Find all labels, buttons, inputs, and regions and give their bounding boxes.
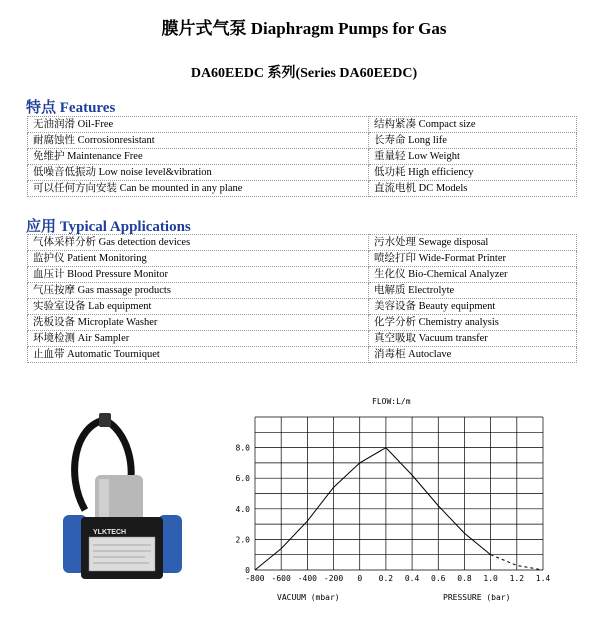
- table-cell: 重量轻 Low Weight: [369, 149, 577, 165]
- y-tick-label: 8.0: [235, 443, 250, 453]
- tube-connector: [99, 413, 111, 427]
- chart-xlabel-left: VACUUM (mbar): [277, 593, 340, 602]
- x-tick-label: 0.6: [431, 574, 446, 583]
- table-row: [28, 251, 577, 267]
- table-cell: 低噪音低振动 Low noise level&vibration: [28, 165, 369, 181]
- table-cell: 止血带 Automatic Tourniquet: [28, 347, 369, 363]
- table-row: [28, 165, 577, 181]
- table-cell: 可以任何方向安装 Can be mounted in any plane: [28, 181, 369, 197]
- table-row: [28, 315, 577, 331]
- x-tick-label: 0.2: [378, 574, 394, 583]
- table-cell: 电解质 Electrolyte: [369, 283, 577, 299]
- table-cell: 污水处理 Sewage disposal: [369, 235, 577, 251]
- table-row: [28, 149, 577, 165]
- table-row: [28, 133, 577, 149]
- x-tick-label: 0.4: [404, 574, 420, 583]
- x-tick-label: 0: [357, 574, 363, 583]
- page-title: 膜片式气泵 Diaphragm Pumps for Gas: [161, 19, 447, 38]
- x-tick-label: -400: [297, 574, 317, 583]
- table-cell: 气压按摩 Gas massage products: [28, 283, 369, 299]
- table-cell: 免维护 Maintenance Free: [28, 149, 369, 165]
- table-cell: 喷绘打印 Wide-Format Printer: [369, 251, 577, 267]
- table-row: [28, 117, 577, 133]
- features-heading: 特点 Features: [26, 100, 116, 116]
- table-row: [28, 299, 577, 315]
- applications-heading: 应用 Typical Applications: [26, 219, 191, 235]
- series-subtitle: DA60EEDC 系列(Series DA60EEDC): [190, 66, 418, 81]
- pump-label-plate: [89, 537, 155, 571]
- table-row: [28, 181, 577, 197]
- table-cell: 化学分析 Chemistry analysis: [369, 315, 577, 331]
- table-cell: 环境检测 Air Sampler: [28, 331, 369, 347]
- table-cell: 耐腐蚀性 Corrosionresistant: [28, 133, 369, 149]
- chart-y-ticks: [236, 444, 251, 575]
- chart-grid: [255, 417, 543, 570]
- table-cell: 结构紧凑 Compact size: [369, 117, 577, 133]
- table-cell: 洗板设备 Microplate Washer: [28, 315, 369, 331]
- x-tick-label: 1.4: [535, 574, 551, 583]
- chart-x-ticks: [245, 574, 550, 583]
- table-cell: 生化仪 Bio-Chemical Analyzer: [369, 267, 577, 283]
- table-cell: 低功耗 High efficiency: [369, 165, 577, 181]
- table-cell: 美容设备 Beauty equipment: [369, 299, 577, 315]
- table-cell: 无油润滑 Oil-Free: [28, 117, 369, 133]
- table-cell: 真空吸取 Vacuum transfer: [369, 331, 577, 347]
- flow-chart: [225, 392, 565, 607]
- x-tick-label: -200: [323, 574, 344, 583]
- chart-title: FLOW:L/m: [372, 397, 411, 406]
- table-row: [28, 347, 577, 363]
- y-tick-label: 0: [245, 566, 250, 575]
- y-tick-label: 6.0: [235, 474, 250, 484]
- table-row: [28, 283, 577, 299]
- y-tick-label: 4.0: [235, 504, 250, 514]
- table-cell: 实验室设备 Lab equipment: [28, 299, 369, 315]
- y-tick-label: 2.0: [235, 535, 250, 545]
- table-cell: 长寿命 Long life: [369, 133, 577, 149]
- x-tick-label: 1.0: [483, 574, 498, 583]
- table-row: [28, 235, 577, 251]
- table-cell: 消毒柜 Autoclave: [369, 347, 577, 363]
- pump-photo: [55, 405, 190, 590]
- table-cell: 监护仪 Patient Monitoring: [28, 251, 369, 267]
- features-table: [27, 116, 577, 197]
- x-tick-label: -600: [271, 574, 291, 583]
- x-tick-label: -800: [245, 574, 265, 583]
- x-tick-label: 1.2: [509, 574, 525, 583]
- motor-highlight: [99, 479, 109, 521]
- table-cell: 直流电机 DC Models: [369, 181, 577, 197]
- x-tick-label: 0.8: [457, 574, 472, 583]
- chart-xlabel-right: PRESSURE (bar): [443, 593, 511, 602]
- brand-label: YLKTECH: [93, 529, 127, 536]
- table-cell: 血压计 Blood Pressure Monitor: [28, 267, 369, 283]
- table-row: [28, 267, 577, 283]
- table-cell: 气体采样分析 Gas detection devices: [28, 235, 369, 251]
- table-row: [28, 331, 577, 347]
- applications-table: [27, 234, 577, 363]
